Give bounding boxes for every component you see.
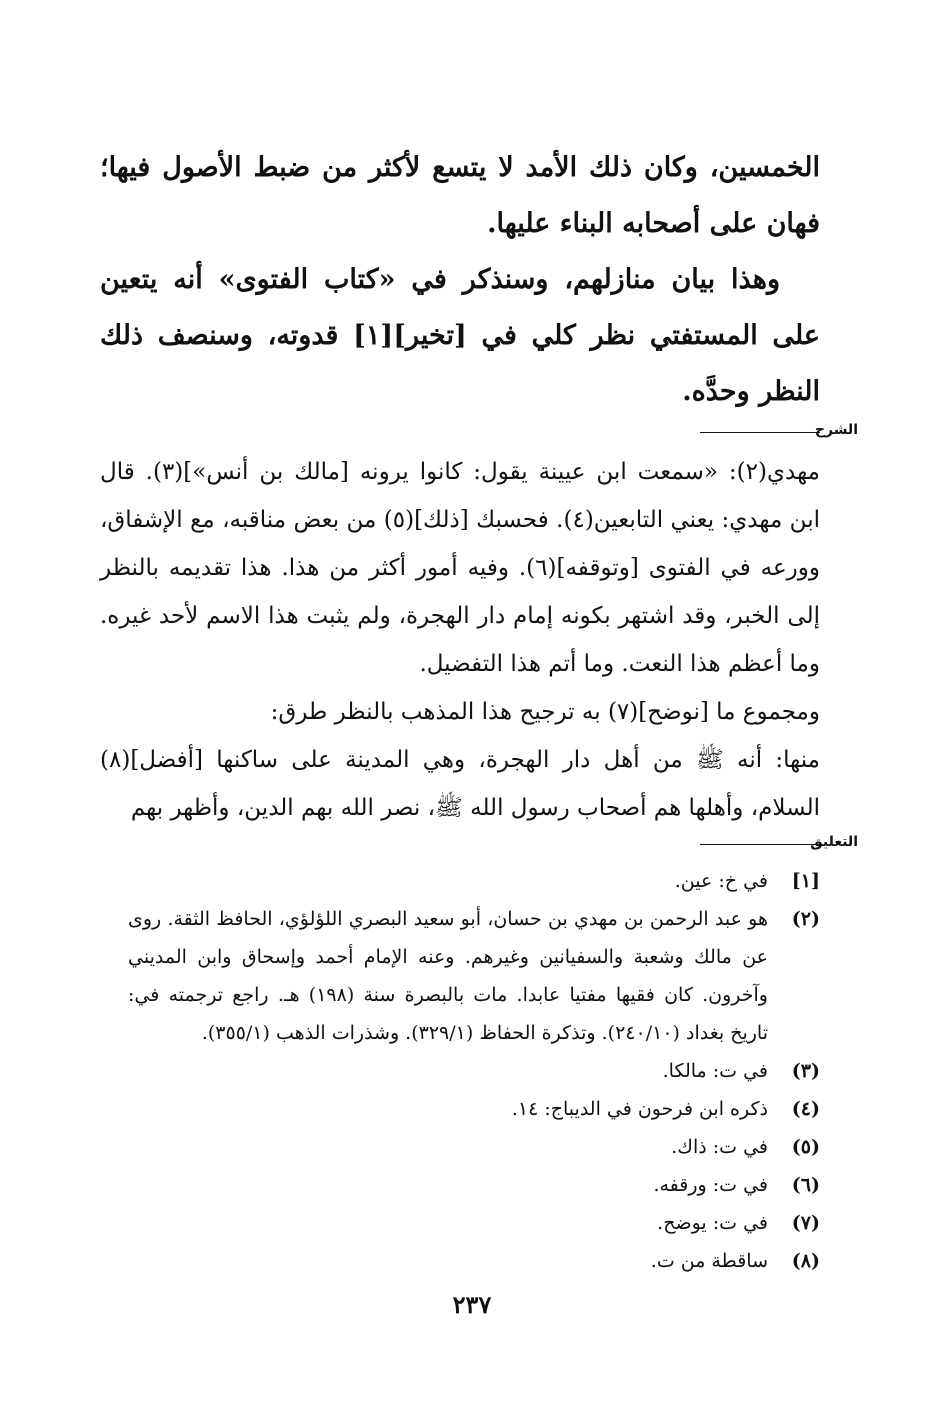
footnote-text: في ت: يوضح.: [657, 1212, 768, 1234]
notes-divider: [100, 834, 858, 860]
commentary-divider: [100, 422, 858, 448]
footnote-text: ذكره ابن فرحون في الديباج: ١٤.: [511, 1098, 768, 1120]
commentary-rule: [700, 432, 820, 433]
notes-label: التعليق: [810, 834, 858, 850]
main-paragraph-1: الخمسين، وكان ذلك الأمد لا يتسع لأكثر من ضبط الأصول فيها؛ فهان على أصحابه البناء عليها.: [100, 152, 820, 239]
footnote: [100, 1090, 820, 1128]
footnote-number: (٦): [791, 1174, 820, 1196]
footnote-number: (٤): [791, 1098, 820, 1120]
footnote: [100, 1128, 820, 1166]
footnote-number: (٧): [791, 1212, 820, 1234]
footnote-number: (٥): [791, 1136, 820, 1158]
footnote-text: في ت: مالكا.: [662, 1060, 768, 1082]
page-number: ٢٣٧: [452, 1290, 492, 1319]
page-content: [100, 140, 858, 1280]
footnote-text: في ت: ورقفه.: [653, 1174, 768, 1196]
footnotes: [100, 862, 820, 1280]
commentary-paragraph-2: ومجموع ما [نوضح](٧) به ترجيح هذا المذهب بالنظر طرق:: [270, 699, 820, 725]
notes-rule: [700, 844, 820, 845]
commentary-paragraph-1: مهدي(٢): «سمعت ابن عيينة يقول: كانوا يرونه [مالك بن أنس»](٣). قال ابن مهدي: يعني التابعين(٤). فحسبك [ذلك](٥) من بعض مناقبه، مع الإشفاق، وورعه في الفتوى [وتوقفه](٦). وفيه أمور أكثر من هذا. هذا تقديمه بالنظر إلى الخبر، وقد اشتهر بكونه إمام دار الهجرة، ولم يثبت هذا الاسم لأحد غيره. وما أعظم هذا النعت. وما أتم هذا التفضيل.: [100, 459, 820, 677]
footnote: [100, 1204, 820, 1242]
main-text: [100, 140, 820, 420]
footnote-number: (٨): [791, 1250, 820, 1272]
footnote: [100, 862, 820, 900]
footnote-text: هو عبد الرحمن بن مهدي بن حسان، أبو سعيد البصري اللؤلؤي، الحافظ الثقة. روى عن مالك وشعبة والسفيانين وغيرهم. وعنه الإمام أحمد وإسحاق وابن المديني وآخرون. كان فقيها مفتيا عابدا. مات بالبصرة سنة (١٩٨) هـ. راجع ترجمته في: تاريخ بغداد (٢٤٠/١٠). وتذكرة الحفاظ (٣٢٩/١). وشذرات الذهب (٣٥٥/١).: [128, 908, 768, 1044]
footnote: [100, 900, 820, 1052]
footnote-number: (٢): [791, 908, 820, 930]
footnote: [100, 1052, 820, 1090]
footnote-number: [١]: [791, 870, 820, 892]
commentary-label: الشرح: [814, 422, 858, 438]
commentary-section: [100, 448, 820, 832]
footnote-text: في خ: عين.: [674, 870, 768, 892]
main-paragraph-2: وهذا بيان منازلهم، وسنذكر في «كتاب الفتوى» أنه يتعين على المستفتي نظر كلي في [تخير][١] قدوته، وسنصف ذلك النظر وحدَّه.: [100, 264, 820, 407]
footnote-number: (٣): [791, 1060, 820, 1082]
footnote: [100, 1166, 820, 1204]
footnote-text: ساقطة من ت.: [650, 1250, 768, 1272]
footnote: [100, 1242, 820, 1280]
footnote-text: في ت: ذاك.: [671, 1136, 768, 1158]
commentary-paragraph-3: منها: أنه ﷺ من أهل دار الهجرة، وهي المدينة على ساكنها [أفضل](٨) السلام، وأهلها هم أصحاب رسول الله ﷺ، نصر الله بهم الدين، وأظهر بهم: [100, 747, 820, 821]
